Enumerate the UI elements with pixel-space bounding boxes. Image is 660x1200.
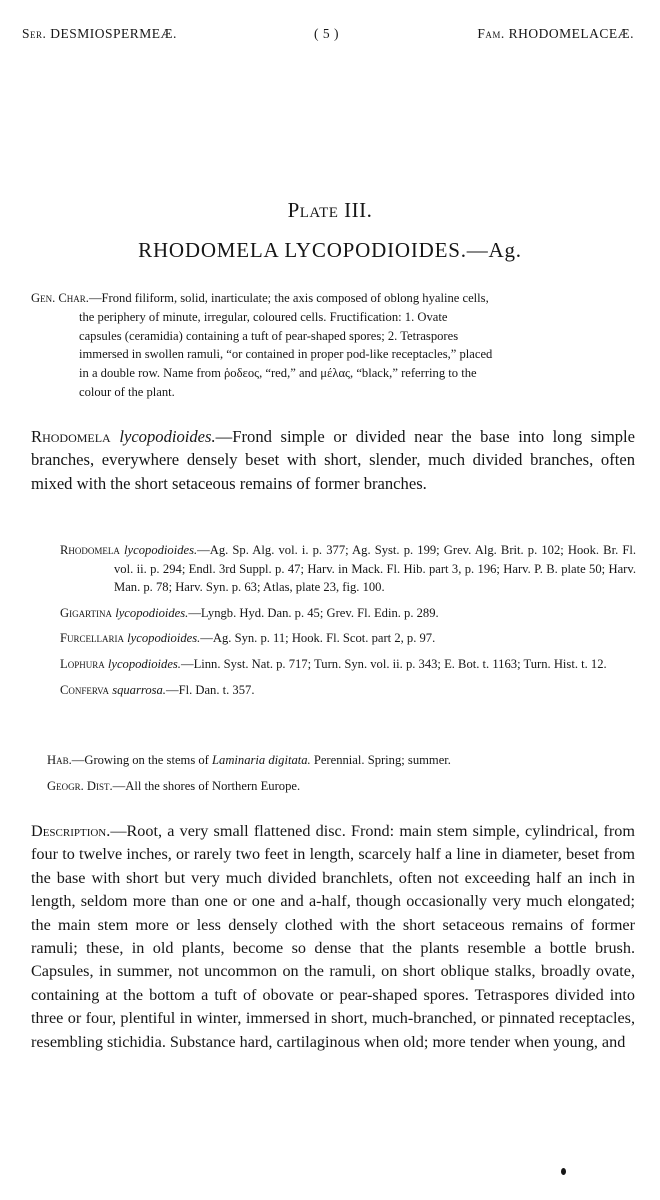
page-number: ( 5 ) (314, 26, 339, 41)
diagnosis-genus: Rhodomela (31, 427, 111, 446)
synonym-entry: Rhodomela lycopodioides.—Ag. Sp. Alg. vol. i. p. 377; Ag. Syst. p. 199; Grev. Alg. Brit. p. 102; Hook. Br. Fl. vol. ii. p. 294; Endl. 3rd Suppl. p. 47; Harv. in Mack. Fl. Hib. part 3, p. 196; Harv. P. B. plate 50; Harv. Man. p. 78; Harv. Syn. p. 63; Atlas, plate 23, fig. 100. (60, 543, 636, 595)
synonymy-list (60, 541, 636, 706)
series-heading: Ser. DESMIOSPERMEÆ. (22, 26, 177, 41)
ink-speck (561, 1168, 566, 1175)
gen-char-line: colour of the plant. (79, 384, 175, 399)
running-head (0, 26, 660, 50)
gen-char-label: Gen. Char. (31, 291, 89, 305)
habitat-block (47, 751, 637, 802)
gen-char-line: capsules (ceramidia) containing a tuft of pear-shaped spores; 2. Tetraspores (79, 328, 459, 343)
description-text: —Root, a very small flattened disc. Frond: main stem simple, cylindrical, from four to twelve inches, or rarely two feet in length, scarcely half a line in diameter, beset from the base with short but very much divided branchlets, often not exceeding half an inch in length, seldom more than one or one and a-half, though occasionally very much elongated; the main stem more or less densely clothed with the short setaceous remains of former ramuli; these, in old plants, become so dense that the plants resemble a bottle brush. Capsules, in summer, not uncommon on the ramuli, on short oblique stalks, broadly ovate, containing at the bottom a tuft of obovate or pear-shaped spores. Tetraspores divided into three or four, plentiful in winter, immersed in short, much-branched, or pinnated receptacles, resembling stichidia. Substance hard, cartilaginous when old; more tender when young, and (31, 822, 635, 1051)
species-diagnosis (31, 425, 635, 495)
diagnosis-epithet: lycopodioides. (119, 427, 216, 446)
family-heading: Fam. RHODOMELACEÆ. (477, 26, 634, 41)
gen-char-line: in a double row. Name from ῥοδεος, “red,” and μέλας, “black,” referring to the (79, 366, 477, 381)
synonym-entry: Furcellaria lycopodioides.—Ag. Syn. p. 11; Hook. Fl. Scot. part 2, p. 97. (60, 631, 436, 646)
distribution-line: Geogr. Dist.—All the shores of Northern Europe. (47, 778, 301, 793)
gen-char-line: the periphery of minute, irregular, coloured cells. Fructification: 1. Ovate (79, 309, 448, 324)
diagnosis-text: —Frond simple or divided near the base into long simple branches, everywhere densely beset with short, slender, much divided branches, often mixed with the short setaceous remains of former branches. (31, 427, 635, 493)
description-label: Description. (31, 822, 111, 840)
generic-character (31, 289, 635, 402)
habitat-line: Hab.—Growing on the stems of Laminaria digitata. Perennial. Spring; summer. (47, 753, 451, 767)
gen-char-line: Gen. Char.—Frond filiform, solid, inarticulate; the axis composed of oblong hyaline cells, (31, 291, 489, 305)
description-paragraph (31, 820, 635, 1054)
synonym-entry: Conferva squarrosa.—Fl. Dan. t. 357. (60, 682, 255, 697)
species-title: RHODOMELA LYCOPODIOIDES.—Ag. (138, 238, 522, 262)
synonym-entry: Gigartina lycopodioides.—Lyngb. Hyd. Dan. p. 45; Grev. Fl. Edin. p. 289. (60, 605, 439, 620)
gen-char-line: immersed in swollen ramuli, “or contained in proper pod-like receptacles,” placed (79, 347, 493, 362)
plate-title: Plate III. (287, 198, 373, 222)
synonym-entry: Lophura lycopodioides.—Linn. Syst. Nat. p. 717; Turn. Syn. vol. ii. p. 343; E. Bot. t. 1163; Turn. Hist. t. 12. (60, 656, 607, 671)
